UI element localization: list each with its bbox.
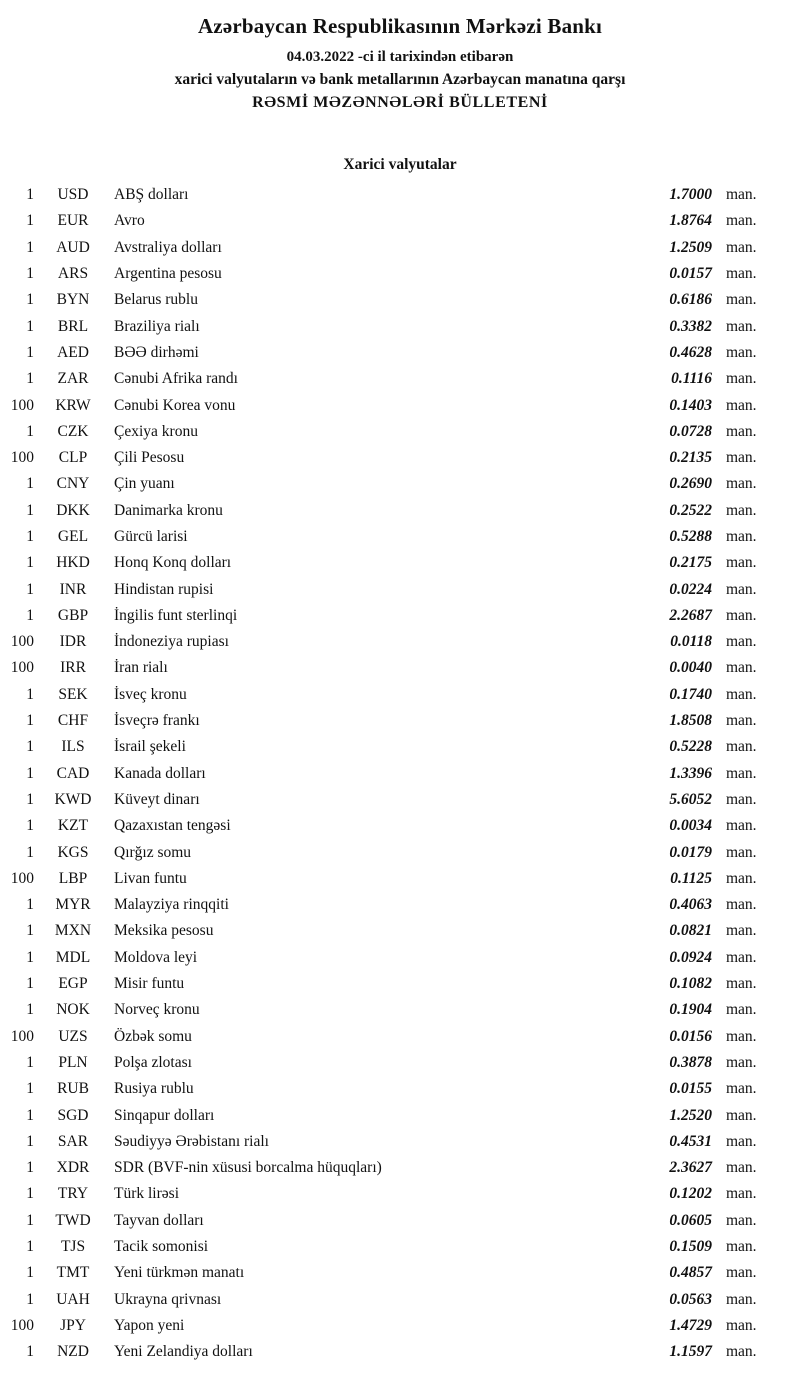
rate-row bbox=[0, 366, 800, 392]
rate-row bbox=[0, 866, 800, 892]
rate-row bbox=[0, 945, 800, 971]
currency-code: CAD bbox=[56, 764, 90, 782]
quantity: 1 bbox=[26, 1001, 34, 1019]
unit-label: man. bbox=[726, 633, 757, 651]
rate-row bbox=[0, 1286, 800, 1312]
currency-name: Kanada dolları bbox=[114, 764, 206, 782]
currency-code: EGP bbox=[58, 975, 88, 993]
rate-row bbox=[0, 182, 800, 208]
rate-value: 0.3382 bbox=[669, 317, 712, 335]
currency-name: Cənubi Korea vonu bbox=[114, 396, 236, 414]
currency-name: SDR (BVF-nin xüsusi borcalma hüquqları) bbox=[114, 1159, 382, 1177]
quantity: 1 bbox=[26, 896, 34, 914]
rate-row bbox=[0, 1260, 800, 1286]
rate-value: 0.0224 bbox=[669, 580, 712, 598]
unit-label: man. bbox=[726, 554, 757, 572]
rate-value: 0.0605 bbox=[669, 1211, 712, 1229]
unit-label: man. bbox=[726, 896, 757, 914]
currency-code: DKK bbox=[56, 501, 90, 519]
rate-value: 0.4063 bbox=[669, 896, 712, 914]
unit-label: man. bbox=[726, 422, 757, 440]
currency-name: İsveçrə frankı bbox=[114, 712, 200, 730]
currency-code: HKD bbox=[56, 554, 90, 572]
unit-label: man. bbox=[726, 869, 757, 887]
currency-code: NZD bbox=[57, 1343, 89, 1361]
quantity: 100 bbox=[10, 1316, 34, 1334]
rate-value: 2.3627 bbox=[669, 1159, 712, 1177]
unit-label: man. bbox=[726, 1106, 757, 1124]
currency-name: Qırğız somu bbox=[114, 843, 192, 861]
quantity: 1 bbox=[26, 1211, 34, 1229]
unit-label: man. bbox=[726, 606, 757, 624]
rate-value: 0.1740 bbox=[669, 685, 712, 703]
rate-row bbox=[0, 813, 800, 839]
currency-code: IRR bbox=[60, 659, 86, 677]
rate-row bbox=[0, 918, 800, 944]
currency-name: Hindistan rupisi bbox=[114, 580, 214, 598]
rate-value: 1.1597 bbox=[669, 1343, 712, 1361]
quantity: 1 bbox=[26, 1053, 34, 1071]
currency-name: Meksika pesosu bbox=[114, 922, 214, 940]
rate-row bbox=[0, 892, 800, 918]
rate-value: 0.2522 bbox=[669, 501, 712, 519]
rate-value: 0.3878 bbox=[669, 1053, 712, 1071]
rate-row bbox=[0, 392, 800, 418]
unit-label: man. bbox=[726, 1080, 757, 1098]
rate-row bbox=[0, 839, 800, 865]
rate-row bbox=[0, 1181, 800, 1207]
rate-row bbox=[0, 419, 800, 445]
currency-name: İsrail şekeli bbox=[114, 738, 186, 756]
unit-label: man. bbox=[726, 764, 757, 782]
currency-code: CLP bbox=[58, 449, 88, 467]
rate-row bbox=[0, 997, 800, 1023]
rate-value: 0.1904 bbox=[669, 1001, 712, 1019]
rate-value: 0.0924 bbox=[669, 948, 712, 966]
subtitle-line-2: RƏSMİ MƏZƏNNƏLƏRİ BÜLLETENİ bbox=[252, 94, 548, 111]
currency-code: ILS bbox=[61, 738, 85, 756]
quantity: 1 bbox=[26, 1106, 34, 1124]
currency-name: Sinqapur dolları bbox=[114, 1106, 215, 1124]
currency-name: Avstraliya dolları bbox=[114, 238, 222, 256]
currency-code: TRY bbox=[57, 1185, 89, 1203]
currency-name: Belarus rublu bbox=[114, 291, 198, 309]
currency-name: İndoneziya rupiası bbox=[114, 633, 229, 651]
quantity: 100 bbox=[10, 1027, 34, 1045]
unit-label: man. bbox=[726, 1159, 757, 1177]
unit-label: man. bbox=[726, 501, 757, 519]
unit-label: man. bbox=[726, 396, 757, 414]
currency-code: KGS bbox=[57, 843, 89, 861]
quantity: 1 bbox=[26, 238, 34, 256]
currency-name: Çexiya kronu bbox=[114, 422, 198, 440]
quantity: 1 bbox=[26, 1343, 34, 1361]
currency-name: İngilis funt sterlinqi bbox=[114, 606, 238, 624]
quantity: 1 bbox=[26, 790, 34, 808]
unit-label: man. bbox=[726, 1027, 757, 1045]
rate-value: 0.5228 bbox=[669, 738, 712, 756]
unit-label: man. bbox=[726, 948, 757, 966]
currency-code: GEL bbox=[57, 528, 89, 545]
currency-name: Danimarka kronu bbox=[114, 501, 223, 519]
currency-code: EUR bbox=[57, 212, 89, 230]
rate-value: 1.2509 bbox=[669, 238, 712, 256]
quantity: 100 bbox=[10, 633, 34, 651]
rate-row bbox=[0, 471, 800, 497]
rate-value: 0.5288 bbox=[669, 528, 712, 545]
currency-name: Tacik somonisi bbox=[114, 1238, 209, 1256]
unit-label: man. bbox=[726, 712, 757, 730]
unit-label: man. bbox=[726, 1264, 757, 1282]
rate-row bbox=[0, 682, 800, 708]
quantity: 1 bbox=[26, 685, 34, 703]
quantity: 1 bbox=[26, 764, 34, 782]
unit-label: man. bbox=[726, 1185, 757, 1203]
rate-value: 1.3396 bbox=[669, 764, 712, 782]
rate-row bbox=[0, 313, 800, 339]
currency-code: XDR bbox=[56, 1159, 90, 1177]
unit-label: man. bbox=[726, 186, 757, 204]
bulletin-header bbox=[0, 0, 800, 112]
currency-code: CNY bbox=[56, 475, 90, 493]
quantity: 1 bbox=[26, 1185, 34, 1203]
unit-label: man. bbox=[726, 1290, 757, 1308]
unit-label: man. bbox=[726, 212, 757, 230]
rate-value: 0.4628 bbox=[669, 343, 712, 361]
rate-row bbox=[0, 445, 800, 471]
currency-code: SAR bbox=[57, 1132, 89, 1150]
currency-name: Türk lirəsi bbox=[114, 1185, 179, 1203]
rate-row bbox=[0, 287, 800, 313]
rate-value: 0.0118 bbox=[670, 633, 712, 651]
quantity: 1 bbox=[26, 1159, 34, 1177]
currency-code: CHF bbox=[57, 712, 89, 730]
rate-value: 0.0179 bbox=[669, 843, 712, 861]
rate-value: 1.7000 bbox=[669, 186, 712, 204]
quantity: 1 bbox=[26, 343, 34, 361]
currency-code: MDL bbox=[55, 948, 91, 966]
rate-value: 0.0156 bbox=[669, 1027, 712, 1045]
rate-row bbox=[0, 1339, 800, 1365]
rate-value: 1.2520 bbox=[669, 1106, 712, 1124]
currency-name: Özbək somu bbox=[114, 1027, 192, 1045]
currency-code: INR bbox=[59, 580, 87, 598]
currency-name: İsveç kronu bbox=[114, 685, 187, 703]
currency-name: Gürcü larisi bbox=[114, 528, 188, 545]
rates-table bbox=[0, 182, 800, 1365]
currency-name: Argentina pesosu bbox=[114, 265, 222, 283]
currency-name: Rusiya rublu bbox=[114, 1080, 194, 1098]
rate-value: 1.4729 bbox=[669, 1316, 712, 1334]
currency-code: UZS bbox=[58, 1027, 88, 1045]
rate-value: 0.0155 bbox=[669, 1080, 712, 1098]
currency-name: BƏƏ dirhəmi bbox=[114, 343, 199, 361]
unit-label: man. bbox=[726, 528, 757, 545]
currency-code: SEK bbox=[58, 685, 88, 703]
quantity: 1 bbox=[26, 1290, 34, 1308]
unit-label: man. bbox=[726, 659, 757, 677]
currency-code: BRL bbox=[57, 317, 89, 335]
rate-value: 0.2175 bbox=[669, 554, 712, 572]
rate-row bbox=[0, 603, 800, 629]
currency-name: Qazaxıstan tengəsi bbox=[114, 817, 231, 835]
quantity: 100 bbox=[10, 659, 34, 677]
rate-row bbox=[0, 1050, 800, 1076]
unit-label: man. bbox=[726, 1053, 757, 1071]
currency-name: Norveç kronu bbox=[114, 1001, 200, 1019]
rate-row bbox=[0, 787, 800, 813]
unit-label: man. bbox=[726, 1238, 757, 1256]
currency-name: Çin yuanı bbox=[114, 475, 175, 493]
unit-label: man. bbox=[726, 475, 757, 493]
rate-row bbox=[0, 1155, 800, 1181]
rate-row bbox=[0, 208, 800, 234]
currency-name: Yeni Zelandiya dolları bbox=[114, 1343, 253, 1361]
currency-code: JPY bbox=[60, 1316, 86, 1334]
currency-code: NOK bbox=[56, 1001, 90, 1019]
rate-value: 0.2690 bbox=[669, 475, 712, 493]
currency-code: TMT bbox=[56, 1264, 90, 1282]
unit-label: man. bbox=[726, 1132, 757, 1150]
rate-row bbox=[0, 1313, 800, 1339]
rate-value: 0.1082 bbox=[669, 975, 712, 993]
quantity: 100 bbox=[10, 449, 34, 467]
quantity: 1 bbox=[26, 922, 34, 940]
quantity: 1 bbox=[26, 370, 34, 388]
rate-row bbox=[0, 761, 800, 787]
unit-label: man. bbox=[726, 685, 757, 703]
rate-value: 0.2135 bbox=[669, 449, 712, 467]
currency-name: Cənubi Afrika randı bbox=[114, 370, 238, 388]
quantity: 1 bbox=[26, 948, 34, 966]
section-title: Xarici valyutalar bbox=[343, 156, 457, 173]
rate-row bbox=[0, 235, 800, 261]
unit-label: man. bbox=[726, 343, 757, 361]
rate-row bbox=[0, 1208, 800, 1234]
currency-name: Moldova leyi bbox=[114, 948, 198, 966]
unit-label: man. bbox=[726, 449, 757, 467]
currency-code: BYN bbox=[56, 291, 90, 309]
quantity: 1 bbox=[26, 1080, 34, 1098]
quantity: 1 bbox=[26, 1132, 34, 1150]
rate-value: 0.0034 bbox=[669, 817, 712, 835]
currency-name: Avro bbox=[114, 212, 145, 230]
rate-value: 0.1116 bbox=[671, 370, 712, 388]
quantity: 1 bbox=[26, 186, 34, 204]
rate-value: 0.0563 bbox=[669, 1290, 712, 1308]
rate-row bbox=[0, 708, 800, 734]
currency-code: KRW bbox=[55, 396, 91, 414]
bank-title: Azərbaycan Respublikasının Mərkəzi Bankı bbox=[197, 14, 603, 38]
quantity: 1 bbox=[26, 475, 34, 493]
currency-name: Ukrayna qrivnası bbox=[114, 1290, 222, 1308]
quantity: 1 bbox=[26, 212, 34, 230]
currency-name: Braziliya rialı bbox=[114, 317, 200, 335]
quantity: 1 bbox=[26, 501, 34, 519]
rate-value: 0.1202 bbox=[669, 1185, 712, 1203]
unit-label: man. bbox=[726, 317, 757, 335]
rate-value: 0.0157 bbox=[669, 265, 712, 283]
rate-value: 0.4531 bbox=[669, 1132, 712, 1150]
unit-label: man. bbox=[726, 1001, 757, 1019]
unit-label: man. bbox=[726, 1211, 757, 1229]
rate-value: 0.1125 bbox=[670, 869, 712, 887]
currency-code: ZAR bbox=[57, 370, 89, 388]
quantity: 1 bbox=[26, 528, 34, 545]
unit-label: man. bbox=[726, 580, 757, 598]
quantity: 1 bbox=[26, 265, 34, 283]
currency-name: Çili Pesosu bbox=[114, 449, 185, 467]
currency-code: AED bbox=[57, 343, 89, 361]
currency-code: TJS bbox=[60, 1238, 86, 1256]
rate-value: 0.0040 bbox=[669, 659, 712, 677]
currency-name: Polşa zlotası bbox=[114, 1053, 192, 1071]
rate-row bbox=[0, 734, 800, 760]
rate-value: 0.1403 bbox=[669, 396, 712, 414]
rate-value: 0.4857 bbox=[669, 1264, 712, 1282]
currency-code: RUB bbox=[57, 1080, 89, 1098]
unit-label: man. bbox=[726, 922, 757, 940]
quantity: 1 bbox=[26, 975, 34, 993]
rate-row bbox=[0, 1129, 800, 1155]
currency-code: TWD bbox=[55, 1211, 91, 1229]
quantity: 1 bbox=[26, 1238, 34, 1256]
currency-code: GBP bbox=[57, 606, 89, 624]
quantity: 1 bbox=[26, 843, 34, 861]
rate-row bbox=[0, 340, 800, 366]
currency-name: ABŞ dolları bbox=[114, 186, 189, 204]
rate-value: 0.1509 bbox=[669, 1238, 712, 1256]
unit-label: man. bbox=[726, 975, 757, 993]
currency-name: Honq Konq dolları bbox=[114, 554, 232, 572]
currency-name: Malayziya rinqqiti bbox=[114, 896, 229, 914]
rate-row bbox=[0, 971, 800, 997]
unit-label: man. bbox=[726, 1316, 757, 1334]
unit-label: man. bbox=[726, 265, 757, 283]
unit-label: man. bbox=[726, 291, 757, 309]
rate-value: 1.8508 bbox=[669, 712, 712, 730]
rate-row bbox=[0, 629, 800, 655]
currency-code: IDR bbox=[59, 633, 87, 651]
rate-row bbox=[0, 1102, 800, 1128]
quantity: 1 bbox=[26, 606, 34, 624]
quantity: 1 bbox=[26, 712, 34, 730]
unit-label: man. bbox=[726, 790, 757, 808]
rate-row bbox=[0, 1024, 800, 1050]
unit-label: man. bbox=[726, 370, 757, 388]
unit-label: man. bbox=[726, 238, 757, 256]
currency-code: MYR bbox=[55, 896, 91, 914]
currency-code: ARS bbox=[57, 265, 89, 283]
quantity: 100 bbox=[10, 869, 34, 887]
rate-row bbox=[0, 261, 800, 287]
rate-value: 0.6186 bbox=[669, 291, 712, 309]
rate-row bbox=[0, 498, 800, 524]
rate-row bbox=[0, 1234, 800, 1260]
rate-row bbox=[0, 550, 800, 576]
date-line: 04.03.2022 -ci il tarixindən etibarən bbox=[286, 49, 514, 65]
rate-value: 2.2687 bbox=[669, 606, 712, 624]
currency-code: SGD bbox=[57, 1106, 89, 1124]
rate-row bbox=[0, 524, 800, 550]
currency-code: AUD bbox=[56, 238, 90, 256]
quantity: 1 bbox=[26, 580, 34, 598]
currency-name: Livan funtu bbox=[114, 869, 187, 887]
quantity: 1 bbox=[26, 817, 34, 835]
rate-row bbox=[0, 576, 800, 602]
unit-label: man. bbox=[726, 843, 757, 861]
currency-name: Səudiyyə Ərəbistanı rialı bbox=[114, 1132, 269, 1150]
quantity: 1 bbox=[26, 291, 34, 309]
currency-code: PLN bbox=[58, 1053, 88, 1071]
currency-code: LBP bbox=[58, 869, 88, 887]
currency-code: USD bbox=[57, 186, 89, 204]
currency-name: Küveyt dinarı bbox=[114, 790, 200, 808]
currency-code: KZT bbox=[57, 817, 89, 835]
rate-value: 0.0821 bbox=[669, 922, 712, 940]
subtitle-line-1: xarici valyutaların və bank metallarının Azərbaycan manatına qarşı bbox=[174, 71, 626, 88]
currency-code: UAH bbox=[56, 1290, 90, 1308]
rate-value: 0.0728 bbox=[669, 422, 712, 440]
quantity: 100 bbox=[10, 396, 34, 414]
currency-code: MXN bbox=[54, 922, 92, 940]
rate-row bbox=[0, 1076, 800, 1102]
currency-code: CZK bbox=[57, 422, 89, 440]
currency-name: Yapon yeni bbox=[114, 1316, 185, 1334]
currency-name: Misir funtu bbox=[114, 975, 185, 993]
quantity: 1 bbox=[26, 554, 34, 572]
rate-value: 1.8764 bbox=[669, 212, 712, 230]
currency-name: İran rialı bbox=[114, 659, 168, 677]
quantity: 1 bbox=[26, 422, 34, 440]
currency-name: Yeni türkmən manatı bbox=[114, 1264, 245, 1282]
quantity: 1 bbox=[26, 1264, 34, 1282]
unit-label: man. bbox=[726, 817, 757, 835]
currency-name: Tayvan dolları bbox=[114, 1211, 204, 1229]
rate-value: 5.6052 bbox=[669, 790, 712, 808]
quantity: 1 bbox=[26, 738, 34, 756]
currency-code: KWD bbox=[54, 790, 92, 808]
unit-label: man. bbox=[726, 738, 757, 756]
rate-row bbox=[0, 655, 800, 681]
quantity: 1 bbox=[26, 317, 34, 335]
unit-label: man. bbox=[726, 1343, 757, 1361]
